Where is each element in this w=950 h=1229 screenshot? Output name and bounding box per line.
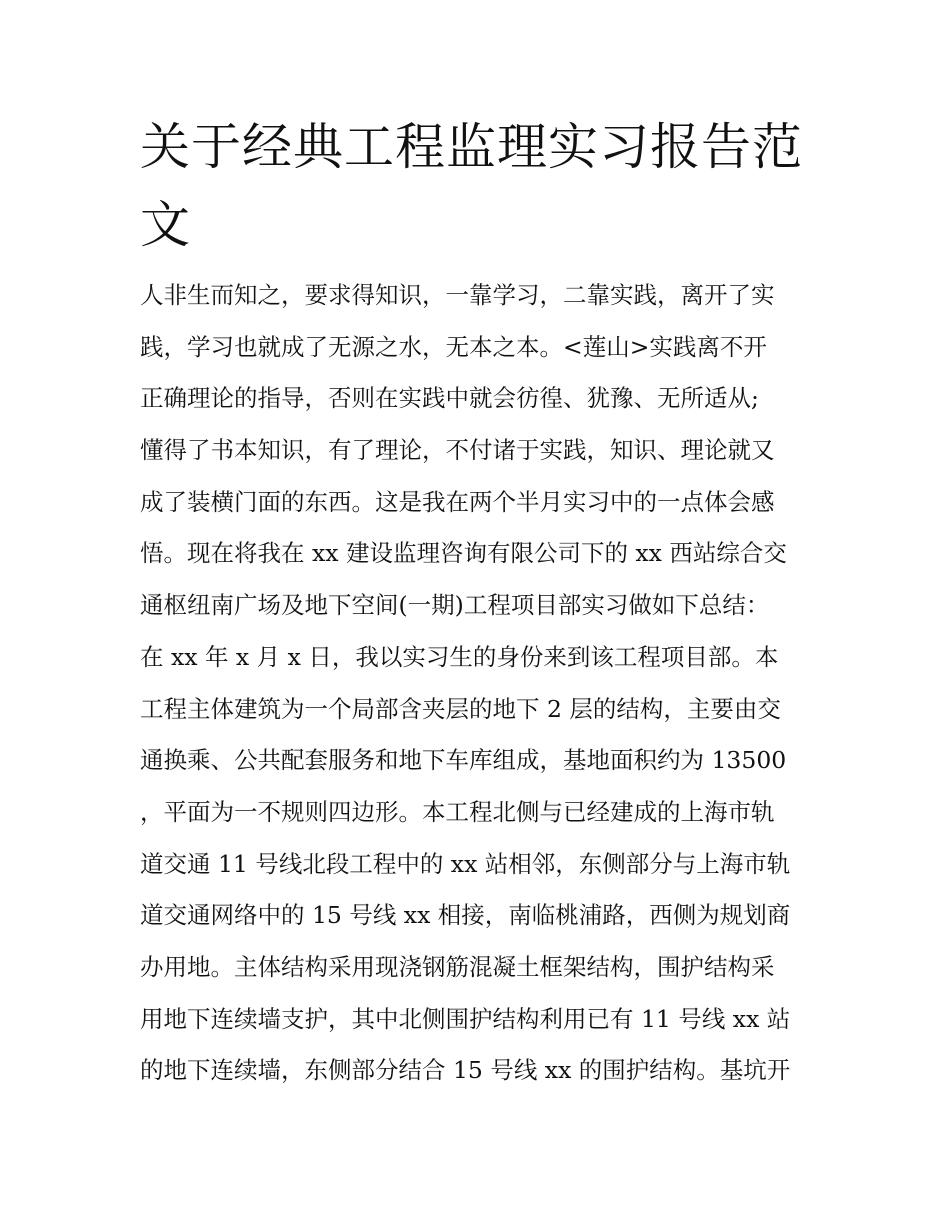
body-line: 道交通网络中的 15 号线 xx 相接，南临桃浦路，西侧为规划商 xyxy=(140,901,791,930)
body-line: 正确理论的指导，否则在实践中就会彷徨、犹豫、无所适从; xyxy=(140,384,759,413)
body-line: 用地下连续墙支护，其中北侧围护结构利用已有 11 号线 xx 站 xyxy=(140,1004,791,1033)
body-line: 践，学习也就成了无源之水，无本之本。<莲山>实践离不开 xyxy=(140,332,767,361)
body-line: 懂得了书本知识，有了理论，不付诸于实践，知识、理论就又 xyxy=(140,436,775,465)
body-line: 通换乘、公共配套服务和地下车库组成，基地面积约为 13500 xyxy=(140,746,787,775)
body-line: 工程主体建筑为一个局部含夹层的地下 2 层的结构，主要由交 xyxy=(140,694,781,723)
body-line: 的地下连续墙，东侧部分结合 15 号线 xx 的围护结构。基坑开 xyxy=(140,1056,791,1085)
body-line: 成了装横门面的东西。这是我在两个半月实习中的一点体会感 xyxy=(140,487,775,516)
body-line: 办用地。主体结构采用现浇钢筋混凝土框架结构，围护结构采 xyxy=(140,952,775,981)
body-line: 通枢纽南广场及地下空间(一期)工程项目部实习做如下总结： xyxy=(140,591,770,620)
body-line: ，平面为一不规则四边形。本工程北侧与已经建成的上海市轨 xyxy=(140,797,775,826)
body-line: 悟。现在将我在 xx 建设监理咨询有限公司下的 xx 西站综合交 xyxy=(140,539,787,568)
body-line: 在 xx 年 x 月 x 日，我以实习生的身份来到该工程项目部。本 xyxy=(140,642,779,671)
document-title: 关于经典工程监理实习报告范文 xyxy=(140,118,803,254)
body-line: 人非生而知之，要求得知识，一靠学习，二靠实践，离开了实 xyxy=(140,281,775,309)
body-line: 道交通 11 号线北段工程中的 xx 站相邻，东侧部分与上海市轨 xyxy=(140,849,791,878)
document-body xyxy=(140,270,820,1097)
